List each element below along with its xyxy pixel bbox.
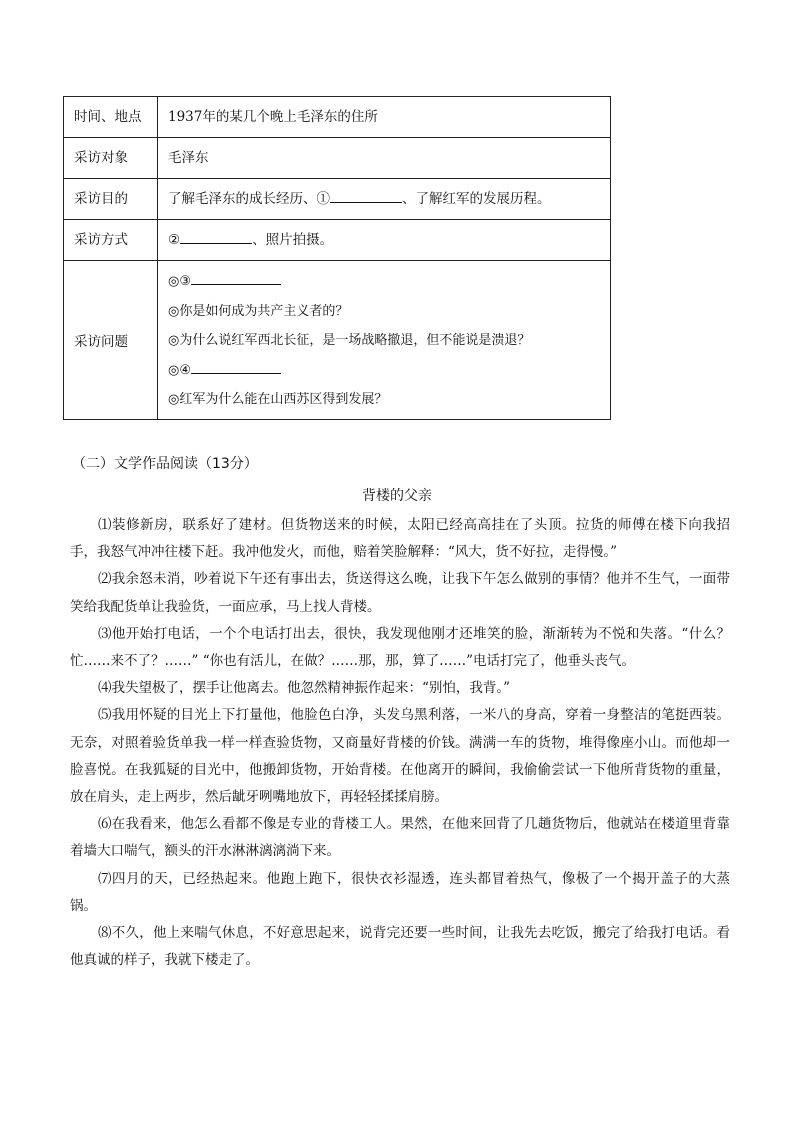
- row-label: 采访方式: [64, 220, 158, 261]
- article-body: [70, 512, 730, 974]
- table-row-questions: [64, 261, 611, 420]
- row-label: 采访对象: [64, 138, 158, 179]
- answer-blank[interactable]: [191, 270, 281, 285]
- table-row: [64, 220, 611, 261]
- table-row: [64, 138, 611, 179]
- answer-blank[interactable]: [191, 359, 281, 374]
- paragraph: ⑸我用怀疑的目光上下打量他，他脸色白净，头发乌黑利落，一米八的身高，穿着一身整洁的笔挺西装。无奈，对照着验货单我一样一样查验货物，又商量好背楼的价钱。满满一车的货物，堆得像座小山。而他却一脸喜悦。在我狐疑的目光中，他搬卸货物，开始背楼。在他离开的瞬间，我偷偷尝试一下他所背货物的重量，放在肩头，走上两步，然后龇牙咧嘴地放下，再轻轻揉揉肩膀。: [70, 707, 730, 806]
- question-item: ◎你是如何成为共产主义者的？: [168, 303, 349, 319]
- paragraph: ⑺四月的天，已经热起来。他跑上跑下，很快衣衫湿透，连头都冒着热气，像极了一个揭开盖子的大蒸锅。: [70, 870, 730, 914]
- section-title: （二）文学作品阅读（13分）: [72, 456, 258, 472]
- row-value: 毛泽东: [158, 138, 611, 179]
- value-suffix: 、照片拍摄。: [252, 232, 334, 248]
- question-item: ◎红军为什么能在山西苏区得到发展？: [168, 392, 388, 407]
- interview-info-table: [63, 96, 611, 420]
- row-value: 1937年的某几个晚上毛泽东的住所: [158, 97, 611, 138]
- paragraph: ⑷我失望极了，摆手让他离去。他忽然精神振作起来：“别怕，我背。”: [98, 680, 511, 697]
- row-value: [158, 220, 611, 261]
- question-item: ◎为什么说红军西北长征，是一场战略撤退，但不能说是溃退？: [168, 333, 531, 348]
- question-item: ◎④: [168, 356, 600, 386]
- row-label: 时间、地点: [64, 97, 158, 138]
- table-row: [64, 97, 611, 138]
- value-prefix: 了解毛泽东的成长经历、①: [168, 191, 330, 207]
- answer-blank[interactable]: [330, 188, 402, 203]
- paragraph: ⑴装修新房，联系好了建材。但货物送来的时候，太阳已经高高挂在了头顶。拉货的师傅在楼下向我招手，我怒气冲冲往楼下赶。我冲他发火，而他，赔着笑脸解释：“风大，货不好拉，走得慢。”: [70, 517, 730, 561]
- paragraph: ⑹在我看来，他怎么看都不像是专业的背楼工人。果然，在他来回背了几趟货物后，他就站在楼道里背靠着墙大口喘气，额头的汗水淋淋漓漓淌下来。: [70, 816, 730, 860]
- value-suffix: 、了解红军的发展历程。: [402, 191, 551, 207]
- question-item: ◎③: [168, 267, 600, 297]
- paragraph: ⑶他开始打电话，一个个电话打出去，很快，我发现他刚才还堆笑的脸，渐渐转为不悦和失落。“什么？忙……来不了？……” “你也有活儿，在做？……那，那，算了……”电话打完了，他垂头丧气。: [70, 625, 730, 670]
- answer-blank[interactable]: [180, 229, 252, 244]
- article-title: 背楼的父亲: [362, 488, 432, 504]
- row-label: 采访问题: [64, 261, 158, 420]
- row-label: 采访目的: [64, 179, 158, 220]
- row-value: [158, 179, 611, 220]
- paragraph: ⑵我余怒未消，吵着说下午还有事出去，货送得这么晚，让我下午怎么做别的事情？他并不生气，一面带笑给我配货单让我验货，一面应承，马上找人背楼。: [70, 571, 730, 615]
- question-list-cell: [158, 261, 611, 420]
- paragraph: ⑻不久，他上来喘气休息，不好意思起来，说背完还要一些时间，让我先去吃饭，搬完了给我打电话。看他真诚的样子，我就下楼走了。: [70, 925, 730, 969]
- value-prefix: ②: [168, 232, 181, 248]
- table-row: [64, 179, 611, 220]
